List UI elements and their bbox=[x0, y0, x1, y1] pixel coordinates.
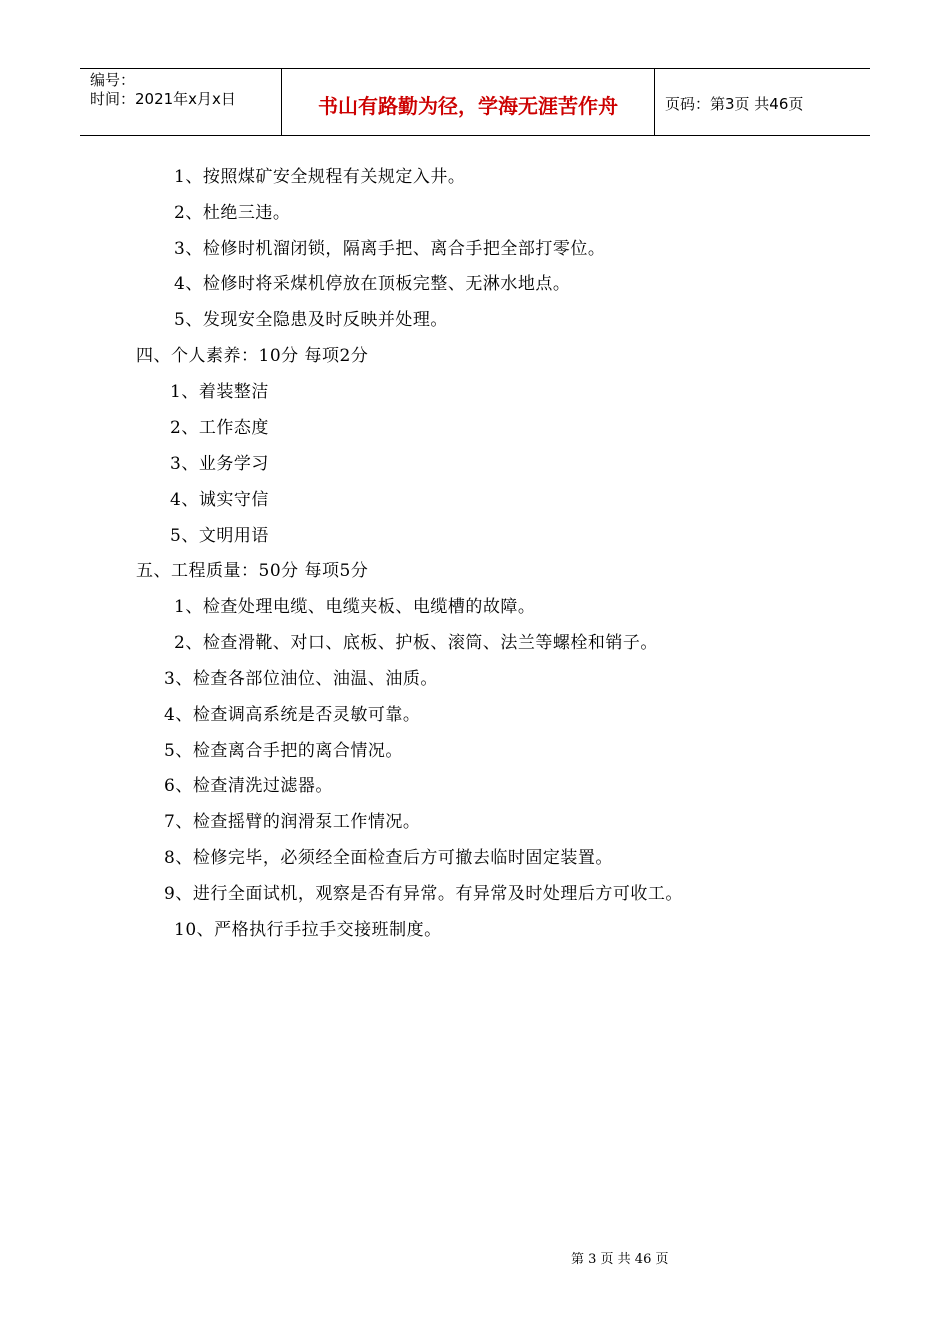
body-line: 5、文明用语 bbox=[170, 526, 269, 546]
document-date: 时间：2021年x月x日 bbox=[90, 90, 236, 108]
body-line: 3、检查各部位油位、油温、油质。 bbox=[164, 669, 438, 689]
header-page-info: 页码：第3页 共46页 bbox=[665, 94, 804, 113]
body-line: 10、严格执行手拉手交接班制度。 bbox=[174, 920, 442, 940]
body-line: 4、检查调高系统是否灵敏可靠。 bbox=[164, 705, 421, 725]
body-line: 3、业务学习 bbox=[170, 454, 269, 474]
body-line: 5、发现安全隐患及时反映并处理。 bbox=[174, 310, 448, 330]
body-line: 1、着装整洁 bbox=[170, 382, 269, 402]
body-line: 3、检修时机溜闭锁，隔离手把、离合手把全部打零位。 bbox=[174, 239, 606, 259]
body-line: 2、杜绝三违。 bbox=[174, 203, 291, 223]
body-line: 4、诚实守信 bbox=[170, 490, 269, 510]
section-heading: 五、工程质量：50分 每项5分 bbox=[136, 561, 369, 581]
body-line: 2、工作态度 bbox=[170, 418, 269, 438]
body-line: 1、检查处理电缆、电缆夹板、电缆槽的故障。 bbox=[174, 597, 536, 617]
body-line: 9、进行全面试机，观察是否有异常。有异常及时处理后方可收工。 bbox=[164, 884, 683, 904]
body-line: 5、检查离合手把的离合情况。 bbox=[164, 741, 403, 761]
page-footer: 第 3 页 共 46 页 bbox=[571, 1252, 669, 1267]
body-line: 2、检查滑靴、对口、底板、护板、滚筒、法兰等螺栓和销子。 bbox=[174, 633, 658, 653]
header-motto: 书山有路勤为径，学海无涯苦作舟 bbox=[318, 93, 618, 118]
body-line: 6、检查清洗过滤器。 bbox=[164, 776, 333, 796]
body-line: 4、检修时将采煤机停放在顶板完整、无淋水地点。 bbox=[174, 274, 571, 294]
page-header bbox=[80, 68, 870, 136]
header-meta bbox=[80, 69, 282, 135]
section-heading: 四、个人素养：10分 每项2分 bbox=[136, 346, 369, 366]
header-motto-cell bbox=[282, 69, 655, 135]
body-line: 1、按照煤矿安全规程有关规定入井。 bbox=[174, 167, 466, 187]
body-line: 8、检修完毕，必须经全面检查后方可撤去临时固定装置。 bbox=[164, 848, 613, 868]
document-number-label: 编号： bbox=[90, 71, 136, 89]
body-line: 7、检查摇臂的润滑泵工作情况。 bbox=[164, 812, 421, 832]
